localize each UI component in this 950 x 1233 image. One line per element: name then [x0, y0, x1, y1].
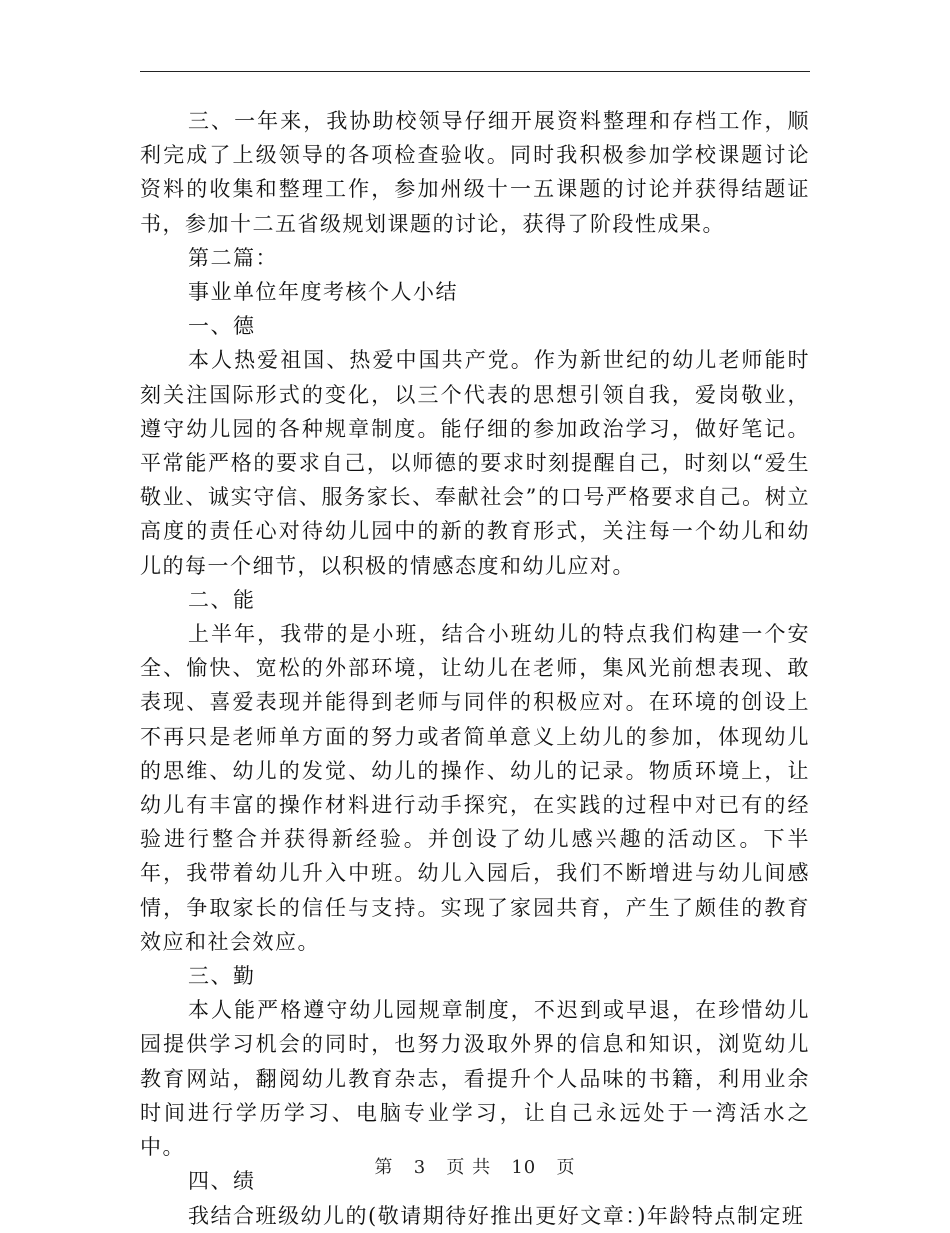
heading-diligence: 三、勤	[188, 964, 256, 989]
paragraph-diligence: 本人能严格遵守幼儿园规章制度，不迟到或早退，在珍惜幼儿园提供学习机会的同时，也努力汲取外界的信息和知识，浏览幼儿教育网站，翻阅幼儿教育杂志，看提升个人品味的书籍，利用业余时间进行学历学习、电脑专业学习，让自己永远处于一湾活水之中。	[140, 998, 810, 1160]
paragraph-section-three: 三、一年来，我协助校领导仔细开展资料整理和存档工作，顺利完成了上级领导的各项检查验收。同时我积极参加学校课题讨论资料的收集和整理工作，参加州级十一五课题的讨论并获得结题证书，参加十二五省级规划课题的讨论，获得了阶段性成果。	[140, 109, 810, 236]
heading-part-two: 第二篇：	[188, 245, 278, 270]
paragraph-virtue: 本人热爱祖国、热爱中国共产党。作为新世纪的幼儿老师能时刻关注国际形式的变化，以三个代表的思想引领自我，爱岗敬业，遵守幼儿园的各种规章制度。能仔细的参加政治学习，做好笔记。平常能严格的要求自己，以师德的要求时刻提醒自己，时刻以“爱生敬业、诚实守信、服务家长、奉献社会”的口号严格要求自己。树立高度的责任心对待幼儿园中的新的教育形式，关注每一个幼儿和幼儿的每一个细节，以积极的情感态度和幼儿应对。	[140, 348, 810, 578]
heading-title: 事业单位年度考核个人小结	[188, 280, 458, 305]
page-footer	[0, 1153, 950, 1179]
footer-total-pages: 10	[511, 1157, 537, 1178]
paragraph-achievement: 我结合班级幼儿的(敬请期待好推出更好文章：)年龄特点制定班	[188, 1203, 805, 1228]
footer-prefix: 第	[374, 1157, 394, 1178]
heading-achievement: 四、绩	[188, 1169, 256, 1194]
footer-current-page: 3	[413, 1157, 427, 1178]
paragraph-ability: 上半年，我带的是小班，结合小班幼儿的特点我们构建一个安全、愉快、宽松的外部环境，让幼儿在老师，集风光前想表现、敢表现、喜爱表现并能得到老师与同伴的积极应对。在环境的创设上不再只是老师单方面的努力或者简单意义上幼儿的参加，体现幼儿的思维、幼儿的发觉、幼儿的操作、幼儿的记录。物质环境上，让幼儿有丰富的操作材料进行动手探究，在实践的过程中对已有的经验进行整合并获得新经验。并创设了幼儿感兴趣的活动区。下半年，我带着幼儿升入中班。幼儿入园后，我们不断增进与幼儿间感情，争取家长的信任与支持。实现了家园共育，产生了颇佳的教育效应和社会效应。	[140, 622, 810, 954]
body-text	[140, 104, 810, 1233]
footer-middle: 页 共	[446, 1157, 492, 1178]
header-rule	[140, 71, 810, 72]
footer-suffix: 页	[556, 1157, 576, 1178]
heading-virtue: 一、德	[188, 314, 256, 339]
heading-ability: 二、能	[188, 587, 256, 612]
